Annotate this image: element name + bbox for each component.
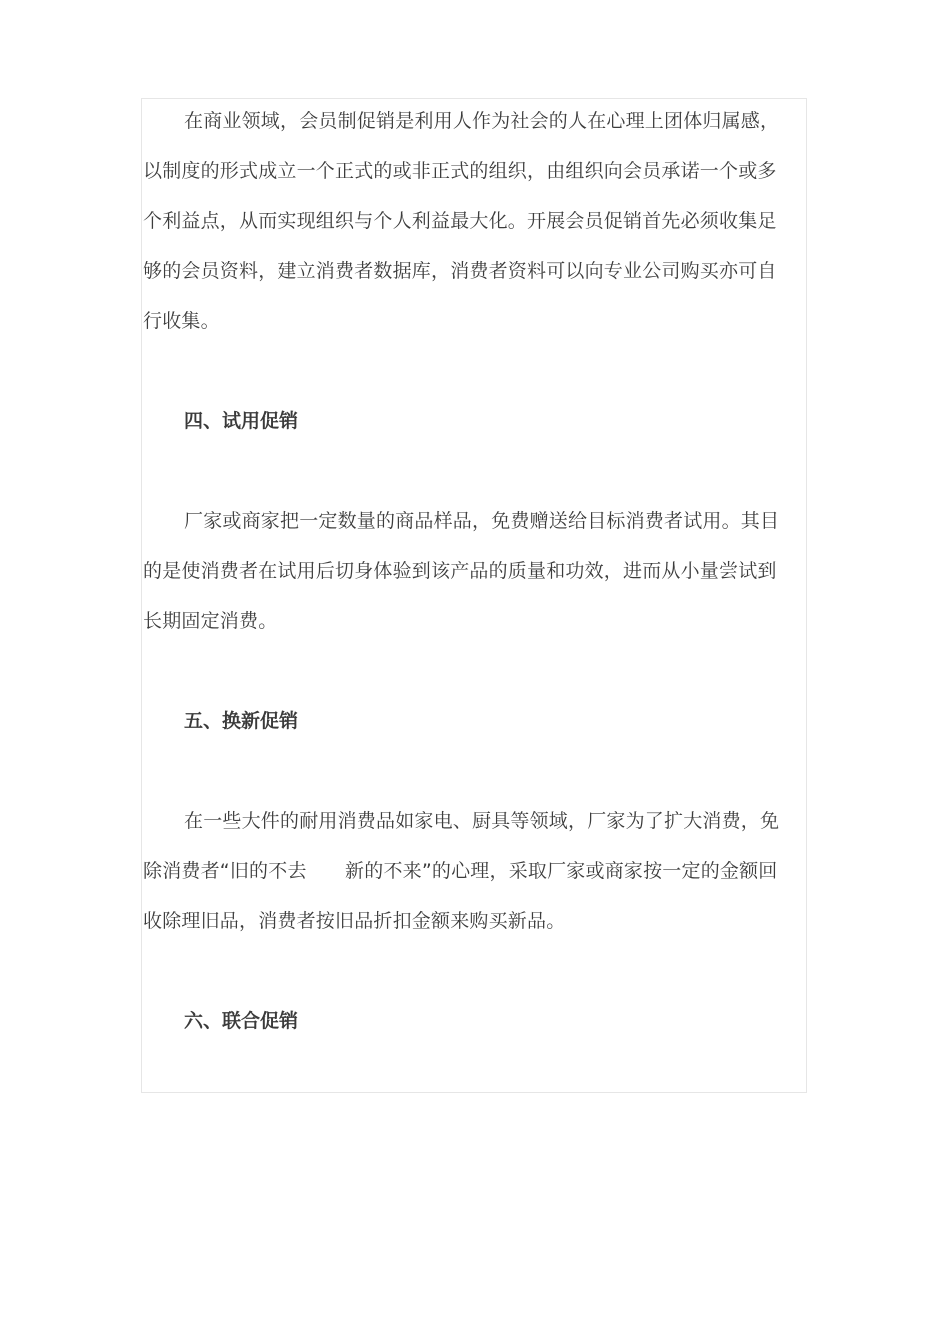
membership-promotion-paragraph: 在商业领域，会员制促销是利用人作为社会的人在心理上团体归属感，以制度的形式成立一个正式的或非正式的组织，由组织向会员承诺一个或多个利益点，从而实现组织与个人利益最大化。开展会员促销首先必须收集足够的会员资料，建立消费者数据库，消费者资料可以向专业公司购买亦可自行收集。 <box>143 110 780 332</box>
spacer <box>143 646 783 696</box>
heading-joint-promotion: 六、联合促销 <box>184 1010 299 1032</box>
spacer <box>143 746 783 796</box>
heading-trade-in-promotion: 五、换新促销 <box>184 710 299 732</box>
spacer <box>143 946 783 996</box>
heading-trial-promotion: 四、试用促销 <box>184 410 299 432</box>
spacer <box>143 346 783 396</box>
spacer <box>143 446 783 496</box>
document-body <box>143 96 783 1046</box>
trade-in-promotion-paragraph: 在一些大件的耐用消费品如家电、厨具等领域，厂家为了扩大消费，免除消费者“旧的不去 新的不来”的心理，采取厂家或商家按一定的金额回收除理旧品，消费者按旧品折扣金额来购买新品。 <box>143 810 780 932</box>
trial-promotion-paragraph: 厂家或商家把一定数量的商品样品，免费赠送给目标消费者试用。其目的是使消费者在试用后切身体验到该产品的质量和功效，进而从小量尝试到长期固定消费。 <box>143 510 780 632</box>
